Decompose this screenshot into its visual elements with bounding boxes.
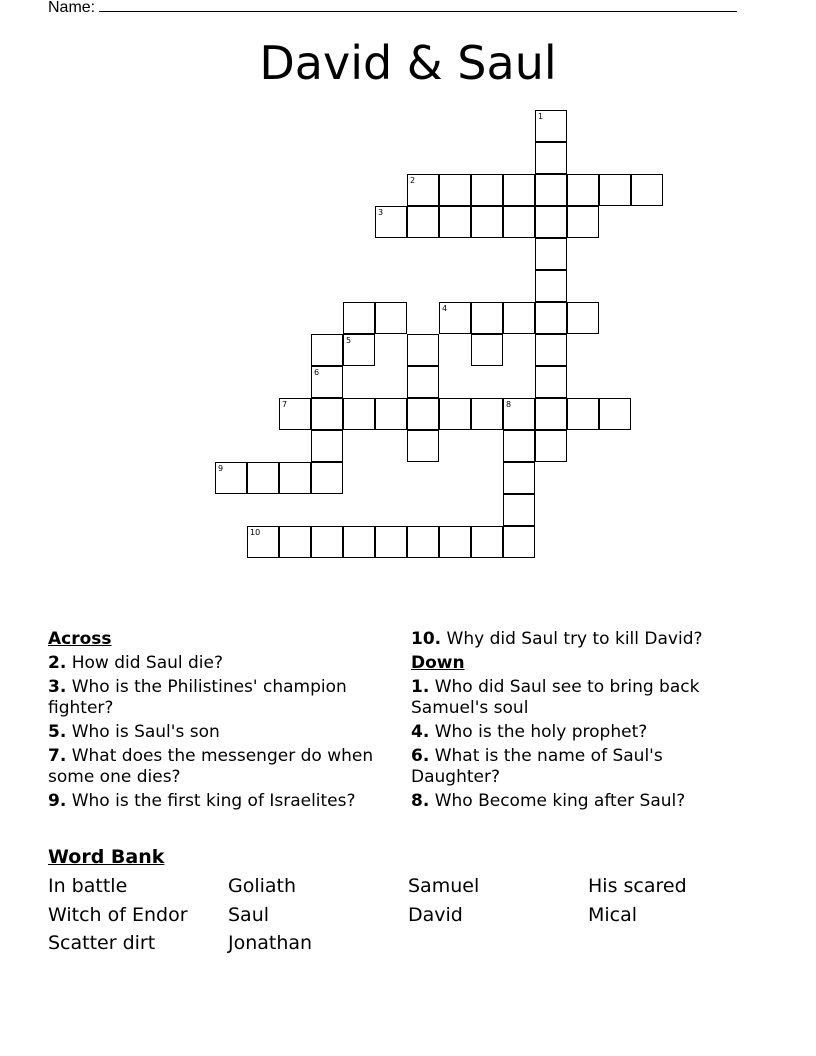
crossword-cell[interactable]: [343, 334, 375, 366]
crossword-cell[interactable]: [439, 398, 471, 430]
clue-text: Who is the first king of Israelites?: [71, 791, 356, 811]
crossword-cell[interactable]: [311, 462, 343, 494]
clue-number-label: 6: [314, 368, 320, 377]
crossword-cell[interactable]: [567, 174, 599, 206]
clue-across-2: [48, 653, 393, 674]
crossword-cell[interactable]: [375, 302, 407, 334]
word-bank-word: His scared: [588, 875, 687, 897]
crossword-cell[interactable]: [567, 206, 599, 238]
crossword-cell[interactable]: [503, 462, 535, 494]
crossword-cell[interactable]: [439, 206, 471, 238]
clue-text: Who did Saul see to bring back Samuel's soul: [411, 677, 700, 718]
crossword-cell[interactable]: [535, 174, 567, 206]
crossword-cell[interactable]: [343, 398, 375, 430]
clue-across-7: [48, 746, 393, 788]
crossword-cell[interactable]: [279, 398, 311, 430]
crossword-cell[interactable]: [631, 174, 663, 206]
crossword-cell[interactable]: [535, 430, 567, 462]
across-clues: [48, 629, 393, 815]
crossword-cell[interactable]: [535, 398, 567, 430]
crossword-cell[interactable]: [535, 302, 567, 334]
crossword-cell[interactable]: [311, 398, 343, 430]
crossword-cell[interactable]: [535, 270, 567, 302]
crossword-cell[interactable]: [535, 238, 567, 270]
clue-number-label: 1: [538, 112, 544, 121]
clue-across-5: [48, 722, 393, 743]
crossword-cell[interactable]: [375, 526, 407, 558]
crossword-cell[interactable]: [471, 302, 503, 334]
clue-number-label: 10: [250, 528, 261, 537]
clue-across-10: [411, 629, 751, 650]
clue-down-1: [411, 677, 751, 719]
clue-number: 8.: [411, 791, 430, 811]
word-bank-word: Samuel: [408, 875, 480, 897]
crossword-cell[interactable]: [311, 366, 343, 398]
clue-text: What does the messenger do when some one dies?: [48, 746, 374, 787]
crossword-cell[interactable]: [503, 302, 535, 334]
crossword-cell[interactable]: [407, 366, 439, 398]
clue-across-9: [48, 791, 393, 812]
clue-down-6: [411, 746, 751, 788]
crossword-cell[interactable]: [503, 494, 535, 526]
crossword-cell[interactable]: [535, 366, 567, 398]
down-clues: [411, 629, 751, 815]
word-bank-word: In battle: [48, 875, 128, 897]
crossword-cell[interactable]: [375, 398, 407, 430]
crossword-cell[interactable]: [407, 430, 439, 462]
clue-number: 7.: [48, 746, 67, 766]
clue-text: How did Saul die?: [71, 653, 224, 673]
word-bank-word: Jonathan: [228, 932, 313, 954]
word-bank-title: Word Bank: [48, 846, 165, 868]
word-bank-word: Scatter dirt: [48, 932, 156, 954]
crossword-cell[interactable]: [535, 206, 567, 238]
word-bank-word: Goliath: [228, 875, 297, 897]
down-heading: Down: [411, 653, 465, 673]
clue-text: Who is the Philistines' champion fighter?: [48, 677, 347, 718]
word-bank-word: Saul: [228, 904, 270, 926]
crossword-cell[interactable]: [311, 334, 343, 366]
crossword-cell[interactable]: [343, 526, 375, 558]
crossword-cell[interactable]: [503, 174, 535, 206]
crossword-cell[interactable]: [471, 398, 503, 430]
clue-number-label: 8: [506, 400, 512, 409]
crossword-cell[interactable]: [215, 462, 247, 494]
clue-text: What is the name of Saul's Daughter?: [411, 746, 663, 787]
crossword-cell[interactable]: [503, 206, 535, 238]
clue-number: 1.: [411, 677, 430, 697]
clue-text: Who is the holy prophet?: [434, 722, 648, 742]
crossword-cell[interactable]: [567, 398, 599, 430]
clue-number-label: 9: [218, 464, 224, 473]
crossword-cell[interactable]: [407, 174, 439, 206]
clue-across-3: [48, 677, 393, 719]
clue-number: 6.: [411, 746, 430, 766]
crossword-cell[interactable]: [535, 110, 567, 142]
crossword-cell[interactable]: [503, 398, 535, 430]
clue-number: 3.: [48, 677, 67, 697]
clue-number: 10.: [411, 629, 442, 649]
clue-text: Who is Saul's son: [71, 722, 220, 742]
crossword-cell[interactable]: [407, 334, 439, 366]
crossword-cell[interactable]: [279, 462, 311, 494]
clue-text: Who Become king after Saul?: [434, 791, 686, 811]
crossword-cell[interactable]: [471, 206, 503, 238]
crossword-cell[interactable]: [311, 430, 343, 462]
clue-number-label: 7: [282, 400, 288, 409]
crossword-cell[interactable]: [471, 526, 503, 558]
name-label: Name:: [48, 0, 96, 16]
crossword-cell[interactable]: [567, 302, 599, 334]
crossword-cell[interactable]: [535, 142, 567, 174]
crossword-cell[interactable]: [503, 430, 535, 462]
crossword-cell[interactable]: [471, 174, 503, 206]
crossword-cell[interactable]: [503, 526, 535, 558]
crossword-cell[interactable]: [439, 302, 471, 334]
crossword-cell[interactable]: [311, 526, 343, 558]
word-bank-word: Witch of Endor: [48, 904, 188, 926]
word-bank-word: David: [408, 904, 463, 926]
crossword-cell[interactable]: [439, 526, 471, 558]
crossword-cell[interactable]: [535, 334, 567, 366]
clue-number-label: 2: [410, 176, 416, 185]
clue-number-label: 5: [346, 336, 352, 345]
clue-number: 5.: [48, 722, 67, 742]
crossword-cell[interactable]: [247, 462, 279, 494]
clue-down-8: [411, 791, 751, 812]
crossword-cell[interactable]: [247, 526, 279, 558]
clue-number: 9.: [48, 791, 67, 811]
crossword-cell[interactable]: [471, 334, 503, 366]
crossword-cell[interactable]: [343, 302, 375, 334]
crossword-cell[interactable]: [279, 526, 311, 558]
word-bank-word: Mical: [588, 904, 638, 926]
crossword-cell[interactable]: [407, 398, 439, 430]
across-heading: Across: [48, 629, 112, 649]
clue-number: 2.: [48, 653, 67, 673]
clue-number-label: 4: [442, 304, 448, 313]
clue-text: Why did Saul try to kill David?: [446, 629, 703, 649]
clue-number-label: 3: [378, 208, 384, 217]
crossword-cell[interactable]: [407, 206, 439, 238]
crossword-cell[interactable]: [599, 174, 631, 206]
crossword-cell[interactable]: [407, 526, 439, 558]
crossword-cell[interactable]: [439, 174, 471, 206]
crossword-cell[interactable]: [375, 206, 407, 238]
clue-down-4: [411, 722, 751, 743]
page-title: David & Saul: [259, 36, 557, 90]
crossword-cell[interactable]: [599, 398, 631, 430]
clue-number: 4.: [411, 722, 430, 742]
